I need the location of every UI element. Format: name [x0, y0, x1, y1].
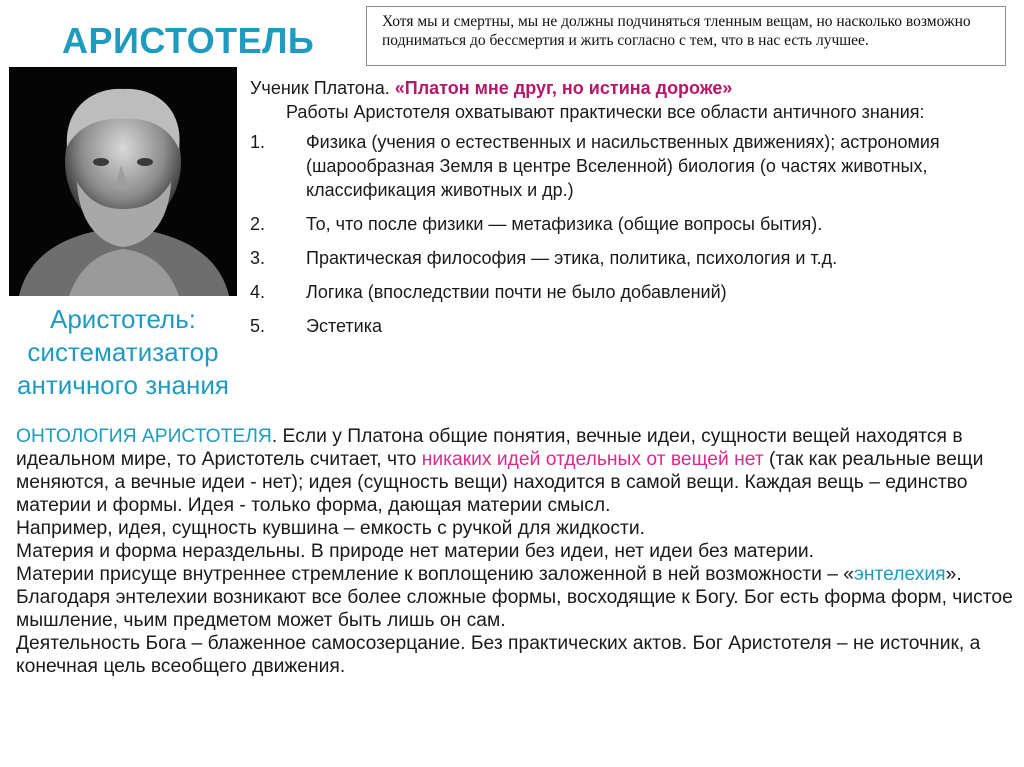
- entelechy-text-a: Материи присуще внутреннее стремление к воплощению заложенной в ней возможности – «: [16, 564, 855, 585]
- plato-quote: «Платон мне друг, но истина дороже»: [394, 78, 733, 98]
- list-text: То, что после физики — метафизика (общие вопросы бытия).: [306, 214, 823, 234]
- ontology-paragraph-5: Деятельность Бога – блаженное самосозерцание. Без практических актов. Бог Аристотеля – не источник, а конечная цель всеобщего движения.: [16, 633, 981, 677]
- aristotle-portrait: [9, 67, 237, 296]
- list-text: Физика (учения о естественных и насильственных движениях); астрономия (шарообразная Земля в центре Вселенной) биология (о частях животных, классификация животных и др.): [306, 132, 940, 200]
- ontology-paragraph-4: [16, 563, 1016, 632]
- slide-title: АРИСТОТЕЛЬ: [62, 20, 315, 61]
- list-text: Логика (впоследствии почти не было добавлений): [306, 282, 727, 302]
- list-number: 5.: [250, 316, 266, 336]
- ontology-section: [16, 425, 1016, 678]
- list-number: 2.: [250, 214, 266, 234]
- ontology-text-a: . Если у Платона общие понятия, вечные идеи, сущности вещей находятся в идеальном мире, то Аристотель считает, что: [16, 426, 963, 470]
- list-number: 3.: [250, 248, 266, 268]
- quote-box: [366, 6, 1006, 66]
- ontology-highlight: никаких идей отдельных от вещей нет: [421, 449, 764, 470]
- ontology-paragraph-3: Материя и форма нераздельны. В природе нет материи без идеи, нет идеи без материи.: [16, 541, 814, 562]
- list-number: 4.: [250, 282, 266, 302]
- caption-line-2: систематизатор: [27, 337, 219, 367]
- list-item: [250, 280, 1020, 304]
- ontology-text-b: (так как реальные вещи меняются, а вечные идеи - нет); идея (сущность вещи) находится в самой вещи. Каждая вещь – единство материи и формы. Идея - только форма, дающая материи смысл.: [16, 449, 984, 516]
- caption-line-3: античного знания: [17, 370, 229, 400]
- list-item: [250, 212, 1020, 236]
- aristotle-bust-icon: [9, 67, 237, 296]
- works-list: [250, 130, 1020, 338]
- ontology-paragraph-1: [16, 425, 1016, 517]
- intro-subtext: Работы Аристотеля охватывают практически все области античного знания:: [286, 102, 925, 122]
- list-item: [250, 314, 1020, 338]
- ontology-label: ОНТОЛОГИЯ АРИСТОТЕЛЯ: [16, 426, 272, 447]
- quote-text: Хотя мы и смертны, мы не должны подчиняться тленным вещам, но насколько возможно подниматься до бессмертия и жить согласно с тем, что в нас есть лучшее.: [382, 13, 971, 49]
- list-text: Практическая философия — этика, политика, психология и т.д.: [306, 248, 838, 268]
- list-number: 1.: [250, 132, 266, 152]
- list-text: Эстетика: [306, 316, 382, 336]
- caption-line-1: Аристотель:: [50, 304, 196, 334]
- ontology-paragraph-2: Например, идея, сущность кувшина – емкость с ручкой для жидкости.: [16, 518, 645, 539]
- intro-lead: Ученик Платона.: [250, 78, 390, 98]
- intro-section: [250, 76, 1020, 348]
- entelechy-text-b: ». Благодаря энтелехии возникают все более сложные формы, восходящие к Богу. Бог есть форма форм, чистое мышление, чьим предметом может быть лишь он сам.: [16, 564, 1013, 631]
- intro-lead-line: [250, 76, 1020, 100]
- list-item: [250, 130, 1020, 202]
- list-item: [250, 246, 1020, 270]
- entelechy-term: энтелехия: [854, 564, 946, 585]
- portrait-caption: [0, 303, 246, 402]
